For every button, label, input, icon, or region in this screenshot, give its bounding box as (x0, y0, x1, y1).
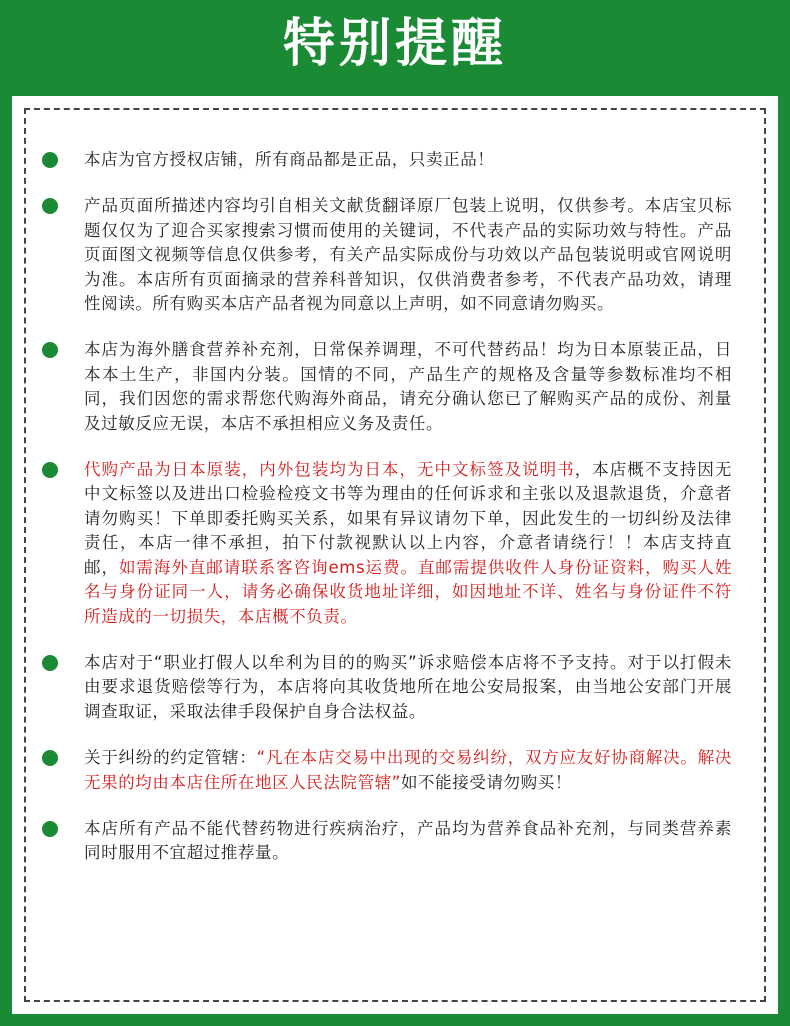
notice-text: 本店为官方授权店铺，所有商品都是正品，只卖正品！ (84, 150, 495, 169)
notice-item (42, 194, 732, 316)
notice-item (42, 338, 732, 436)
notice-warning-text: 如需海外直邮请联系客咨询ems运费。直邮需提供收件人身份证资料，购买人姓名与身份证同一人，请务必确保收货地址详细，如因地址不详、姓名与身份证件不符所造成的一切损失，本店概不负责。 (84, 557, 732, 626)
header-banner (0, 0, 790, 88)
notice-text: 如不能接受请勿购买！ (400, 772, 572, 792)
notice-warning-text: 代购产品为日本原装，内外包装均为日本，无中文标签及说明书 (84, 460, 575, 480)
notice-text: 本店为海外膳食营养补充剂，日常保养调理，不可代替药品！均为日本原装正品，日本本土生产，非国内分装。国情的不同，产品生产的规格及含量等参数标准均不相同，我们因您的需求帮您代购海外商品，请充分确认您已了解购买产品的成份、剂量及过敏反应无误，本店不承担相应义务及责任。 (84, 340, 732, 433)
notice-item (42, 746, 732, 795)
notice-text: ，本店概不支持因无中文标签以及进出口检验检疫文书等为理由的任何诉求和主张以及退款退货，介意者请勿购买！下单即委托购买关系，如果有异议请勿下单，因此发生的一切纠纷及法律责任，本店一律不承担，拍下付款视默认以上内容，介意者请绕行！！本店支持直邮， (84, 460, 732, 577)
notice-text: 本店所有产品不能代替药物进行疾病治疗，产品均为营养食品补充剂，与同类营养素同时服用不宜超过推荐量。 (84, 818, 732, 863)
bullet-dot-icon (42, 750, 58, 766)
bullet-dot-icon (42, 342, 58, 358)
bullet-dot-icon (42, 462, 58, 478)
notice-item (42, 817, 732, 866)
notice-text: 产品页面所描述内容均引自相关文献货翻译原厂包装上说明，仅供参考。本店宝贝标题仅仅为了迎合买家搜索习惯而使用的关键词，不代表产品的实际功效与特性。产品页面图文视频等信息仅供参考，有关产品实际成份与功效以产品包装说明或官网说明为准。本店所有页面摘录的营养科普知识，仅供消费者参考，不代表产品功效，请理性阅读。所有购买本店产品者视为同意以上声明，如不同意请勿购买。 (84, 196, 732, 314)
bullet-dot-icon (42, 655, 58, 671)
notice-item (42, 148, 732, 172)
notice-frame (0, 88, 790, 1026)
notice-warning-text: “凡在本店交易中出现的交易纠纷，双方应友好协商解决。解决无果的均由本店住所在地区人民法院管辖” (84, 748, 733, 792)
bullet-dot-icon (42, 198, 58, 214)
page-title: 特别提醒 (282, 14, 507, 74)
notice-item (42, 458, 732, 629)
bullet-dot-icon (42, 152, 58, 168)
notice-text: 本店对于“职业打假人以牟利为目的的购买”诉求赔偿本店将不予支持。对于以打假未由要求退货赔偿等行为，本店将向其收货地所在地公安局报案，由当地公安部门开展调查取证，采取法律手段保护自身合法权益。 (84, 652, 732, 721)
notice-text: 关于纠纷的约定管辖： (84, 748, 257, 768)
notice-item (42, 651, 732, 724)
bullet-dot-icon (42, 821, 58, 837)
notice-list (42, 148, 732, 888)
